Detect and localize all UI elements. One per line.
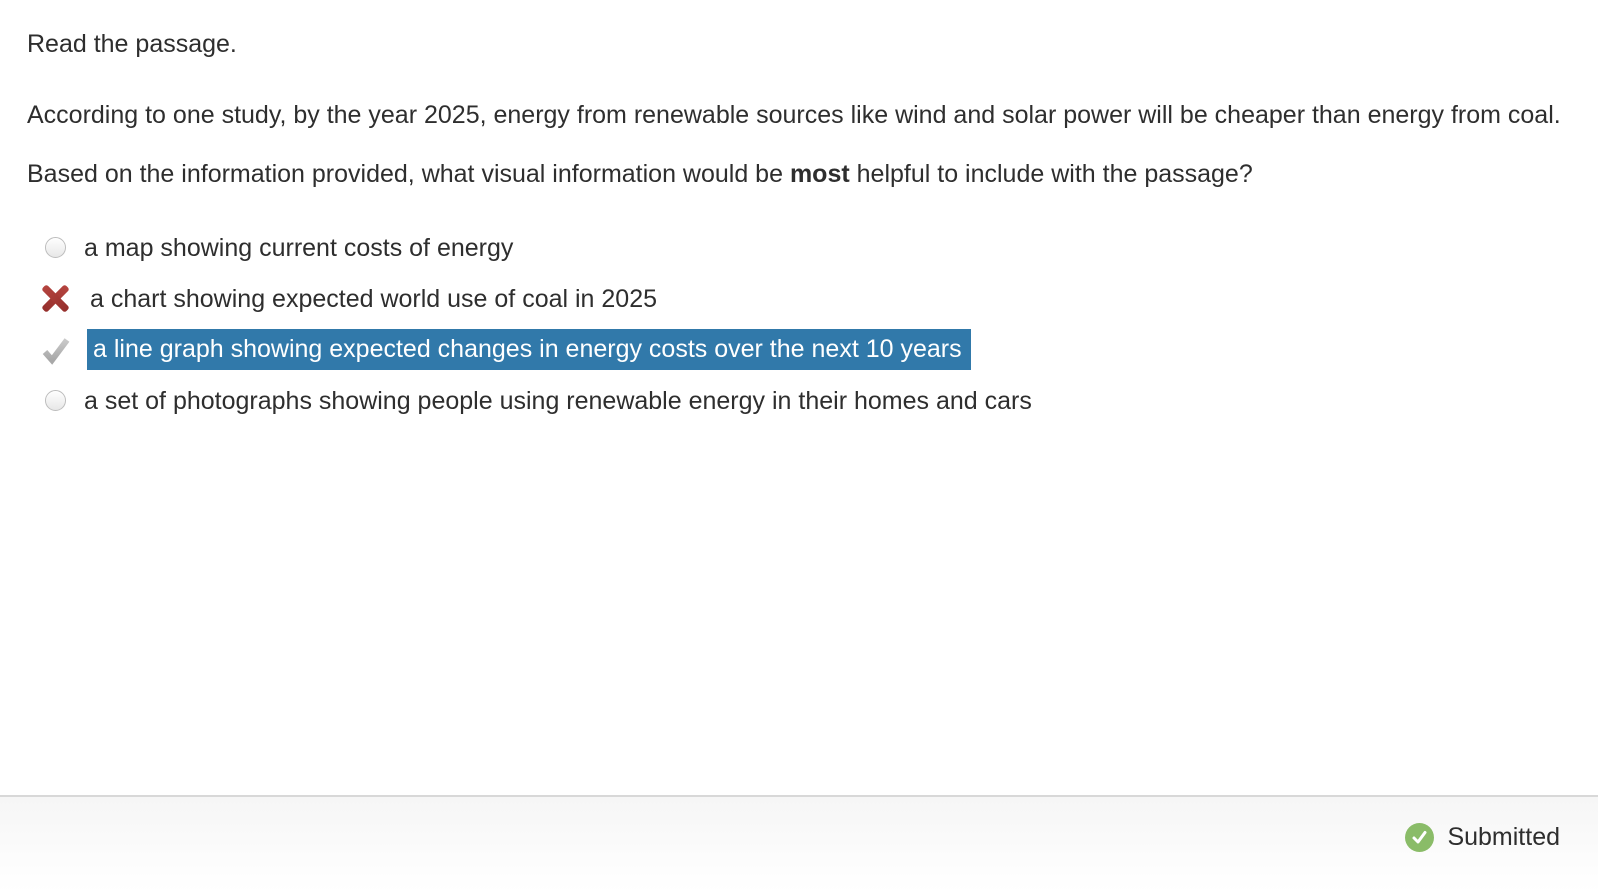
option-1-marker-cell (27, 237, 84, 258)
option-label: a set of photographs showing people using renewable energy in their homes and cars (84, 386, 1032, 415)
radio-button-icon[interactable] (45, 390, 66, 411)
option-2-marker-cell (27, 284, 84, 313)
option-label: a chart showing expected world use of coal in 2025 (90, 284, 658, 313)
radio-button-icon[interactable] (45, 237, 66, 258)
submitted-check-icon (1405, 823, 1434, 852)
option-label-highlighted: a line graph showing expected changes in energy costs over the next 10 years (87, 329, 971, 370)
passage-text: According to one study, by the year 2025, energy from renewable sources like wind and solar power will be cheaper than energy from coal. (27, 101, 1561, 129)
correct-check-icon (41, 335, 71, 365)
submitted-status (1405, 823, 1560, 852)
option-4-marker-cell (27, 390, 84, 411)
option-row-2[interactable] (27, 273, 1571, 324)
option-row-3[interactable] (27, 324, 1571, 375)
footer-bar (0, 795, 1598, 892)
option-label: a map showing current costs of energy (84, 233, 514, 262)
question-panel (0, 0, 1598, 426)
question-emphasis: most (789, 160, 850, 188)
instruction-text: Read the passage. (27, 30, 237, 58)
answer-options (27, 222, 1571, 426)
question-suffix: helpful to include with the passage? (849, 160, 1253, 188)
question-text (27, 158, 1571, 190)
option-row-1[interactable] (27, 222, 1571, 273)
submitted-label: Submitted (1447, 823, 1560, 851)
incorrect-x-icon (41, 284, 70, 313)
option-3-marker-cell (27, 335, 84, 365)
question-prefix: Based on the information provided, what visual information would be (27, 160, 790, 188)
option-row-4[interactable] (27, 375, 1571, 426)
